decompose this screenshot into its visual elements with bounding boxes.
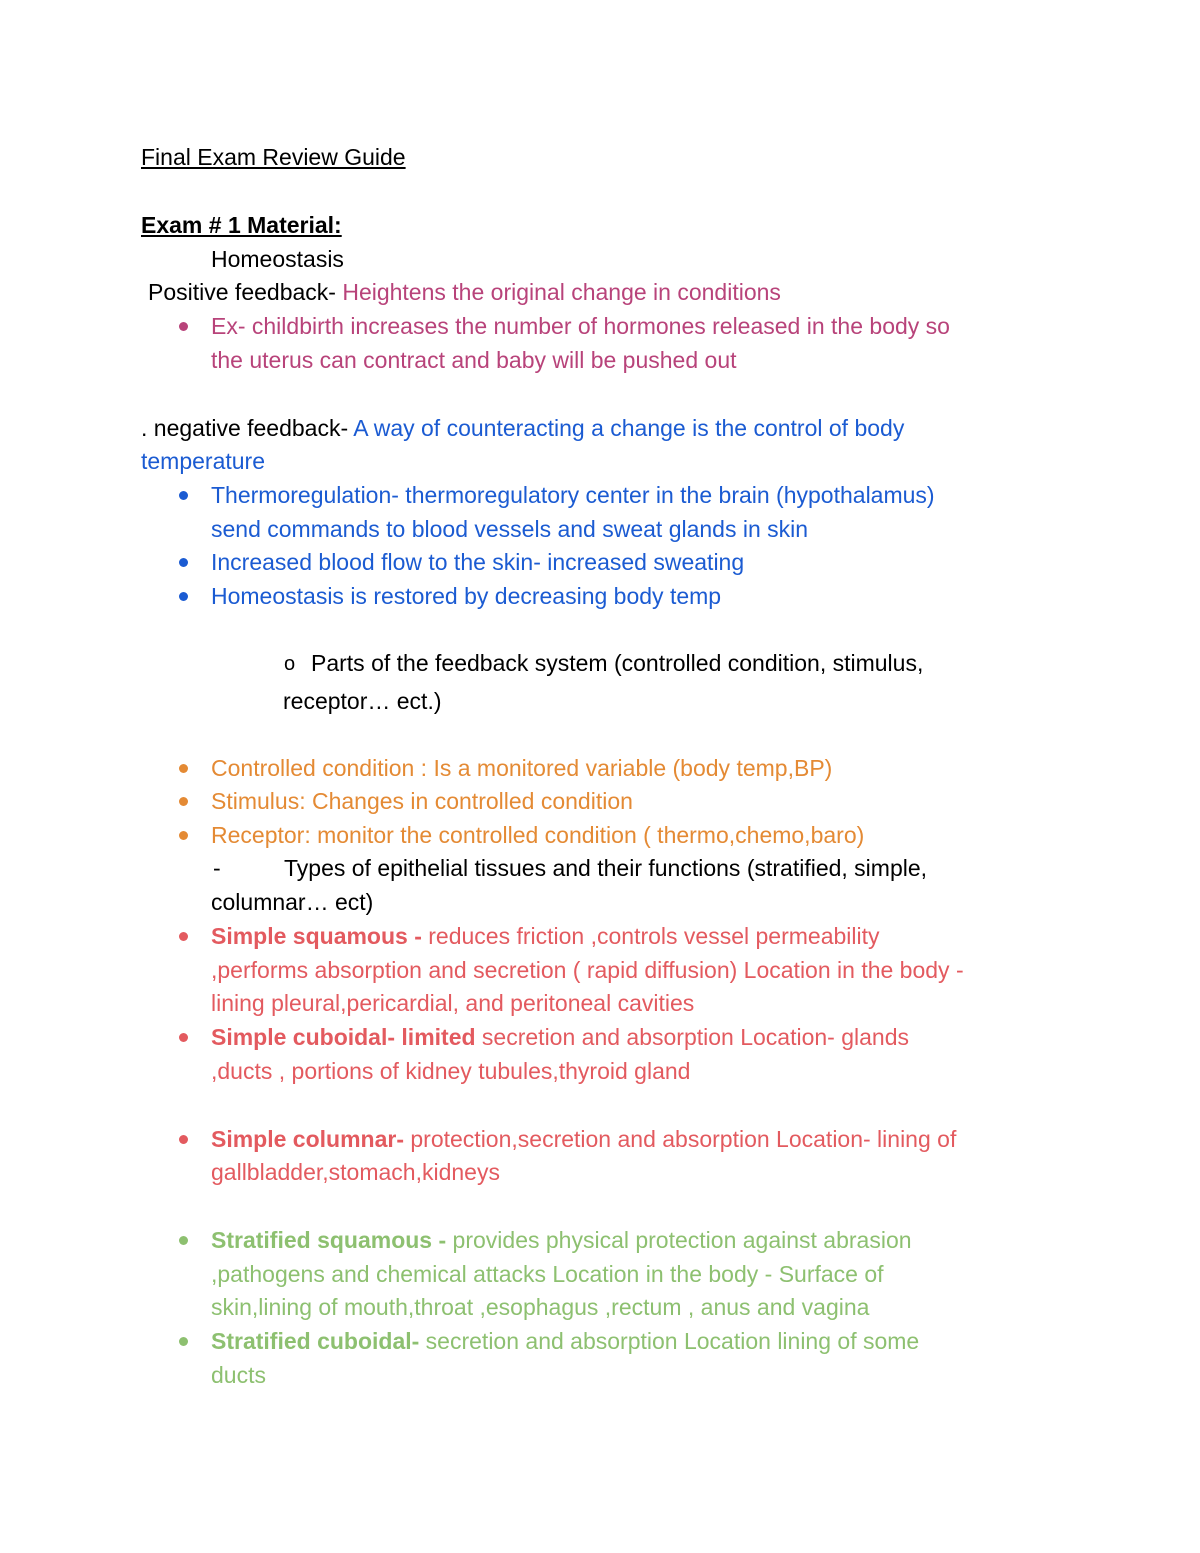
negative-feedback-label: . negative feedback- — [141, 415, 349, 441]
bullet-icon — [179, 1135, 188, 1144]
thermoregulation-line1: Thermoregulation- thermoregulatory center in the brain (hypothalamus) — [211, 482, 935, 508]
bullet-icon — [179, 1033, 188, 1042]
stratified-cuboidal-label: Stratified cuboidal- — [211, 1328, 420, 1354]
bullet-icon — [179, 592, 188, 601]
circle-bullet-icon: o — [284, 653, 296, 675]
simple-columnar-label: Simple columnar- — [211, 1126, 404, 1152]
positive-example-line2: the uterus can contract and baby will be pushed out — [211, 347, 737, 373]
bullet-icon — [179, 558, 188, 567]
bullet-icon — [179, 797, 188, 806]
stratified-squamous-line2: ,pathogens and chemical attacks Location in the body - Surface of — [211, 1261, 884, 1287]
simple-cuboidal-line2: ,ducts , portions of kidney tubules,thyroid gland — [211, 1058, 691, 1084]
simple-squamous-line1 — [211, 919, 880, 953]
controlled-condition-item: Controlled condition : Is a monitored variable (body temp,BP) — [211, 755, 833, 781]
blood-flow-item: Increased blood flow to the skin- increased sweating — [211, 549, 745, 575]
simple-squamous-label: Simple squamous - — [211, 923, 422, 949]
negative-feedback-def: A way of counteracting a change is the control of body — [348, 415, 905, 441]
stratified-squamous-desc: provides physical protection against abrasion — [446, 1227, 912, 1253]
stratified-cuboidal-desc: secretion and absorption Location lining of some — [419, 1328, 920, 1354]
stratified-squamous-line1 — [211, 1223, 912, 1257]
dash-marker: - — [213, 855, 221, 881]
positive-example-line1: Ex- childbirth increases the number of hormones released in the body so — [211, 313, 950, 339]
exam1-heading: Exam # 1 Material: — [141, 212, 342, 238]
simple-squamous-line2: ,performs absorption and secretion ( rapid diffusion) Location in the body - — [211, 957, 964, 983]
stratified-cuboidal-line1 — [211, 1324, 919, 1358]
simple-columnar-line1 — [211, 1122, 956, 1156]
bullet-icon — [179, 491, 188, 500]
bullet-icon — [179, 1236, 188, 1245]
feedback-system-parts-line2: receptor… ect.) — [283, 688, 442, 714]
bullet-icon — [179, 764, 188, 773]
simple-squamous-line3: lining pleural,pericardial, and peritoneal cavities — [211, 990, 695, 1016]
topic-homeostasis: Homeostasis — [211, 246, 344, 272]
epithelial-types-line2: columnar… ect) — [211, 889, 374, 915]
stratified-squamous-label: Stratified squamous - — [211, 1227, 447, 1253]
simple-columnar-line2: gallbladder,stomach,kidneys — [211, 1159, 500, 1185]
bullet-icon — [179, 932, 188, 941]
bullet-icon — [179, 831, 188, 840]
stratified-squamous-line3: skin,lining of mouth,throat ,esophagus ,rectum , anus and vagina — [211, 1294, 870, 1320]
homeostasis-restored-item: Homeostasis is restored by decreasing body temp — [211, 583, 722, 609]
epithelial-types-line1: Types of epithelial tissues and their functions (stratified, simple, — [284, 855, 928, 881]
positive-feedback-label: Positive feedback- — [148, 279, 336, 305]
bullet-icon — [179, 322, 188, 331]
feedback-system-parts-line1: Parts of the feedback system (controlled condition, stimulus, — [311, 650, 924, 676]
simple-squamous-desc: reduces friction ,controls vessel permeability — [421, 923, 880, 949]
simple-cuboidal-line1 — [211, 1020, 909, 1054]
negative-feedback-def-line2: temperature — [141, 448, 266, 474]
positive-feedback-def: Heightens the original change in conditions — [335, 279, 781, 305]
document-title: Final Exam Review Guide — [141, 144, 406, 170]
simple-cuboidal-desc: secretion and absorption Location- glands — [475, 1024, 909, 1050]
positive-feedback-line — [148, 275, 781, 309]
stratified-cuboidal-line2: ducts — [211, 1362, 266, 1388]
simple-cuboidal-label: Simple cuboidal- limited — [211, 1024, 476, 1050]
thermoregulation-line2: send commands to blood vessels and sweat glands in skin — [211, 516, 809, 542]
bullet-icon — [179, 1337, 188, 1346]
receptor-item: Receptor: monitor the controlled condition ( thermo,chemo,baro) — [211, 822, 865, 848]
stimulus-item: Stimulus: Changes in controlled condition — [211, 788, 633, 814]
simple-columnar-desc: protection,secretion and absorption Location- lining of — [403, 1126, 957, 1152]
negative-feedback-line — [141, 411, 904, 445]
